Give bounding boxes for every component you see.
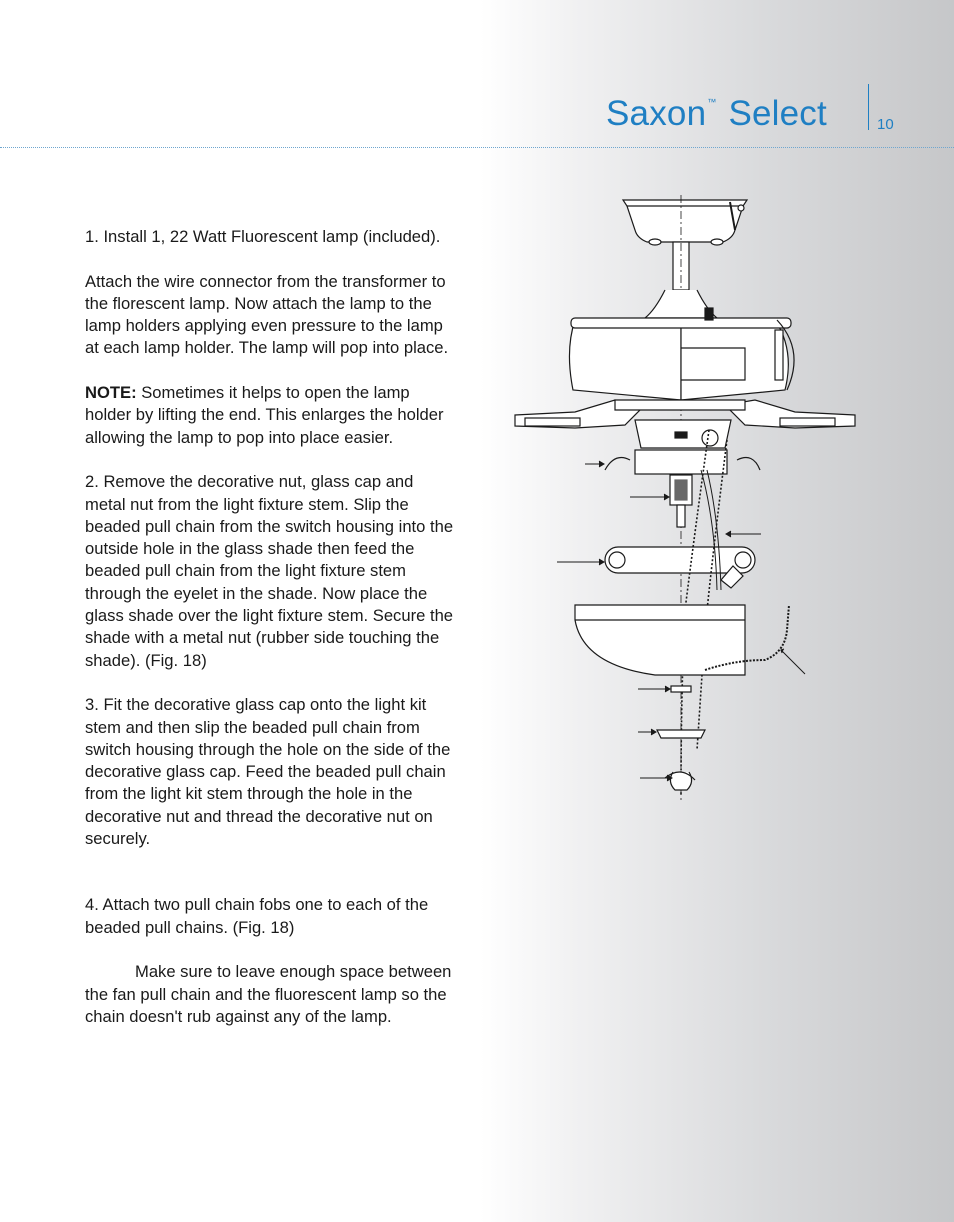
trademark-symbol: ™ xyxy=(707,97,717,107)
note-label: NOTE: xyxy=(85,383,137,403)
metal-nut-illustration xyxy=(671,686,691,692)
page-title xyxy=(606,94,827,134)
light-kit-fitter-illustration xyxy=(605,450,760,527)
step-3: 3. Fit the decorative glass cap onto the light kit stem and then slip the beaded pull chain from switch housing through the hole on the side of the decorative glass cap. Feed the beaded pull chain from the light kit stem through the hole in the decorative nut and thread the decorative nut on securely. xyxy=(85,695,451,849)
step-1-body: Attach the wire connector from the transformer to the florescent lamp. Now attach the lamp to the lamp holders applying even pressure to the lamp at each lamp holder. The lamp will pop into place. xyxy=(85,271,449,358)
product-name: Select xyxy=(728,94,827,133)
page-number: 10 xyxy=(877,116,894,133)
canopy-illustration xyxy=(623,200,747,245)
brand-name: Saxon xyxy=(606,94,707,133)
header-dotted-rule xyxy=(0,147,954,148)
caution-paragraph: Make sure to leave enough space between the fan pull chain and the fluorescent lamp so the chain doesn't rub against any of the lamp. xyxy=(85,962,452,1026)
fluorescent-lamp-illustration xyxy=(605,547,755,588)
fan-light-kit-diagram xyxy=(505,190,865,810)
note-paragraph xyxy=(85,382,457,449)
instructions-text xyxy=(85,226,457,1050)
glass-cap-illustration xyxy=(657,730,705,738)
step-1-title: 1. Install 1, 22 Watt Fluorescent lamp (included). xyxy=(85,227,441,246)
glass-shade-illustration xyxy=(575,605,789,675)
note-body: Sometimes it helps to open the lamp holder by lifting the end. This enlarges the holder allowing the lamp to pop into place easier. xyxy=(85,383,444,447)
switch-housing-illustration xyxy=(635,420,731,448)
header-divider xyxy=(868,84,869,130)
step-4: 4. Attach two pull chain fobs one to each of the beaded pull chains. (Fig. 18) xyxy=(85,895,429,937)
step-2: 2. Remove the decorative nut, glass cap and metal nut from the light fixture stem. Slip the beaded pull chain from the switch housing into the outside hole in the glass shade then feed the beaded pull chain from the light fixture stem through the eyelet in the shade. Now place the glass shade over the light fixture stem. Secure the shade with a metal nut (rubber side touching the shade). (Fig. 18) xyxy=(85,472,454,670)
motor-housing-illustration xyxy=(569,290,794,400)
